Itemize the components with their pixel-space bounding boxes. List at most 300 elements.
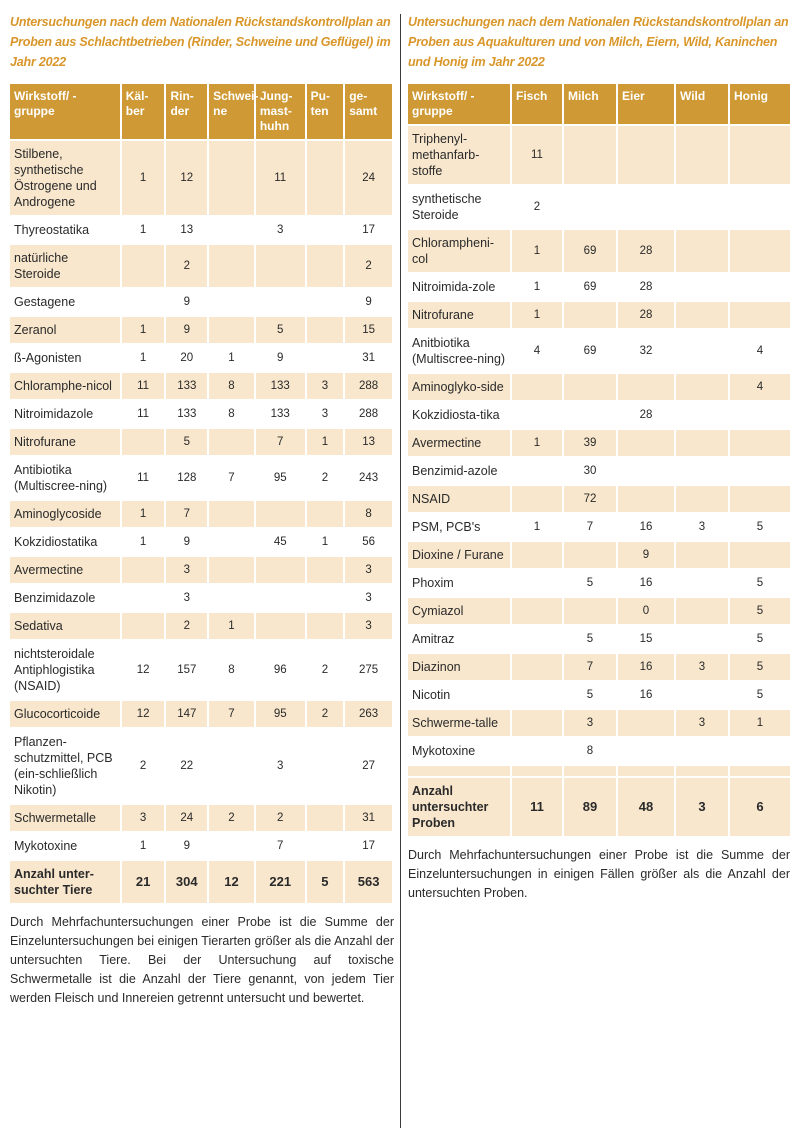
value-cell: 11 bbox=[512, 778, 562, 836]
value-cell: 13 bbox=[166, 217, 207, 243]
row-label: Stilbene, synthetische Östrogene und Androgene bbox=[10, 141, 120, 215]
table-row bbox=[408, 570, 790, 596]
table-row bbox=[408, 402, 790, 428]
left-residue-table bbox=[8, 82, 394, 905]
row-label: Mykotoxine bbox=[10, 833, 120, 859]
row-label: Chlorampheni-col bbox=[408, 230, 510, 272]
left-footnote: Durch Mehrfachuntersuchungen einer Probe ist die Summe der Einzeluntersuchungen bei einigen Tierarten größer als die Anzahl der untersuchten Tiere. Bei der Untersuchung auf toxische Schwermetalle ist die Anzahl der Tiere genannt, von jedem Tier werden Fleisch und Innereien getrennt untersucht und bewertet. bbox=[10, 915, 394, 1005]
value-cell bbox=[512, 570, 562, 596]
value-cell: 243 bbox=[345, 457, 392, 499]
value-cell bbox=[307, 345, 344, 371]
value-cell: 3 bbox=[676, 710, 728, 736]
table-row bbox=[10, 641, 392, 699]
value-cell: 13 bbox=[345, 429, 392, 455]
value-cell bbox=[512, 766, 562, 776]
value-cell: 11 bbox=[122, 457, 165, 499]
right-header-cell: Honig bbox=[730, 84, 790, 124]
value-cell: 3 bbox=[166, 585, 207, 611]
value-cell: 275 bbox=[345, 641, 392, 699]
table-row bbox=[408, 430, 790, 456]
row-label: Diazinon bbox=[408, 654, 510, 680]
right-header-cell: Wirkstoff/ -gruppe bbox=[408, 84, 510, 124]
table-row bbox=[408, 778, 790, 836]
value-cell: 4 bbox=[512, 330, 562, 372]
value-cell: 3 bbox=[345, 557, 392, 583]
value-cell bbox=[618, 710, 674, 736]
value-cell: 2 bbox=[307, 641, 344, 699]
value-cell: 8 bbox=[209, 373, 254, 399]
row-label: Sedativa bbox=[10, 613, 120, 639]
value-cell bbox=[730, 458, 790, 484]
value-cell: 304 bbox=[166, 861, 207, 903]
value-cell bbox=[564, 374, 616, 400]
row-label: natürliche Steroide bbox=[10, 245, 120, 287]
value-cell bbox=[564, 126, 616, 184]
value-cell: 9 bbox=[345, 289, 392, 315]
row-label: PSM, PCB's bbox=[408, 514, 510, 540]
row-label: Schwermetalle bbox=[10, 805, 120, 831]
value-cell bbox=[512, 542, 562, 568]
value-cell bbox=[256, 585, 305, 611]
value-cell: 7 bbox=[256, 429, 305, 455]
value-cell: 1 bbox=[512, 274, 562, 300]
value-cell bbox=[209, 217, 254, 243]
value-cell: 5 bbox=[166, 429, 207, 455]
value-cell: 133 bbox=[256, 401, 305, 427]
value-cell: 2 bbox=[307, 457, 344, 499]
value-cell bbox=[676, 274, 728, 300]
value-cell bbox=[730, 274, 790, 300]
value-cell bbox=[209, 245, 254, 287]
value-cell: 15 bbox=[618, 626, 674, 652]
table-row bbox=[10, 557, 392, 583]
value-cell bbox=[307, 141, 344, 215]
value-cell: 2 bbox=[122, 729, 165, 803]
value-cell: 69 bbox=[564, 230, 616, 272]
value-cell: 4 bbox=[730, 374, 790, 400]
value-cell bbox=[512, 458, 562, 484]
value-cell: 2 bbox=[166, 245, 207, 287]
table-row bbox=[10, 217, 392, 243]
table-row bbox=[10, 501, 392, 527]
row-label: Gestagene bbox=[10, 289, 120, 315]
value-cell bbox=[307, 729, 344, 803]
row-label: Anitbiotika (Multiscree-ning) bbox=[408, 330, 510, 372]
value-cell bbox=[730, 486, 790, 512]
value-cell: 5 bbox=[564, 570, 616, 596]
value-cell: 3 bbox=[345, 585, 392, 611]
column-divider bbox=[400, 14, 401, 1128]
left-header-cell: Schwei-ne bbox=[209, 84, 254, 139]
row-label: Anzahl unter-suchter Tiere bbox=[10, 861, 120, 903]
value-cell bbox=[122, 245, 165, 287]
value-cell: 16 bbox=[618, 654, 674, 680]
row-label: Pflanzen-schutzmittel, PCB (ein-schließlich Nikotin) bbox=[10, 729, 120, 803]
right-header-cell: Wild bbox=[676, 84, 728, 124]
value-cell: 5 bbox=[730, 626, 790, 652]
right-footnote: Durch Mehrfachuntersuchungen einer Probe ist die Summe der Einzeluntersuchungen in einigen Fällen größer als die Anzahl der untersuchten Proben. bbox=[408, 848, 790, 900]
value-cell bbox=[676, 374, 728, 400]
value-cell: 11 bbox=[122, 401, 165, 427]
left-table-header bbox=[10, 84, 392, 139]
value-cell bbox=[307, 317, 344, 343]
row-label: ß-Agonisten bbox=[10, 345, 120, 371]
value-cell bbox=[676, 766, 728, 776]
right-table-body bbox=[408, 126, 790, 836]
left-header-cell: Käl-ber bbox=[122, 84, 165, 139]
value-cell bbox=[307, 289, 344, 315]
row-label: Triphenyl-methanfarb-stoffe bbox=[408, 126, 510, 184]
value-cell: 96 bbox=[256, 641, 305, 699]
table-row bbox=[408, 230, 790, 272]
value-cell bbox=[307, 217, 344, 243]
value-cell bbox=[122, 289, 165, 315]
value-cell: 8 bbox=[345, 501, 392, 527]
value-cell bbox=[307, 805, 344, 831]
value-cell bbox=[730, 186, 790, 228]
value-cell bbox=[730, 302, 790, 328]
value-cell: 31 bbox=[345, 805, 392, 831]
left-header-cell: ge-samt bbox=[345, 84, 392, 139]
value-cell: 1 bbox=[512, 514, 562, 540]
value-cell: 31 bbox=[345, 345, 392, 371]
value-cell bbox=[209, 557, 254, 583]
row-label: NSAID bbox=[408, 486, 510, 512]
value-cell: 72 bbox=[564, 486, 616, 512]
value-cell: 1 bbox=[122, 501, 165, 527]
value-cell bbox=[512, 654, 562, 680]
value-cell: 15 bbox=[345, 317, 392, 343]
value-cell: 7 bbox=[564, 654, 616, 680]
value-cell: 45 bbox=[256, 529, 305, 555]
row-label: Benzimidazole bbox=[10, 585, 120, 611]
value-cell bbox=[512, 626, 562, 652]
value-cell: 1 bbox=[122, 529, 165, 555]
row-label: synthetische Steroide bbox=[408, 186, 510, 228]
table-row bbox=[10, 429, 392, 455]
table-row bbox=[408, 274, 790, 300]
row-label: Dioxine / Furane bbox=[408, 542, 510, 568]
table-row bbox=[408, 626, 790, 652]
value-cell: 12 bbox=[122, 701, 165, 727]
left-header-cell: Rin-der bbox=[166, 84, 207, 139]
value-cell: 147 bbox=[166, 701, 207, 727]
left-header-cell: Pu-ten bbox=[307, 84, 344, 139]
table-row bbox=[408, 766, 790, 776]
value-cell bbox=[618, 186, 674, 228]
value-cell bbox=[618, 458, 674, 484]
value-cell: 9 bbox=[256, 345, 305, 371]
value-cell: 11 bbox=[512, 126, 562, 184]
value-cell bbox=[209, 529, 254, 555]
value-cell: 5 bbox=[730, 682, 790, 708]
value-cell bbox=[209, 729, 254, 803]
value-cell bbox=[307, 833, 344, 859]
right-residue-table bbox=[406, 82, 792, 838]
table-row bbox=[10, 833, 392, 859]
value-cell: 1 bbox=[730, 710, 790, 736]
value-cell: 27 bbox=[345, 729, 392, 803]
value-cell: 1 bbox=[122, 317, 165, 343]
value-cell: 9 bbox=[166, 529, 207, 555]
value-cell: 9 bbox=[166, 317, 207, 343]
table-row bbox=[408, 374, 790, 400]
value-cell: 12 bbox=[166, 141, 207, 215]
value-cell: 89 bbox=[564, 778, 616, 836]
value-cell: 9 bbox=[618, 542, 674, 568]
value-cell: 6 bbox=[730, 778, 790, 836]
left-header-cell: Jung-mast-huhn bbox=[256, 84, 305, 139]
value-cell bbox=[256, 501, 305, 527]
table-row bbox=[10, 401, 392, 427]
value-cell: 20 bbox=[166, 345, 207, 371]
value-cell: 5 bbox=[564, 626, 616, 652]
value-cell bbox=[676, 430, 728, 456]
value-cell bbox=[512, 710, 562, 736]
value-cell bbox=[730, 738, 790, 764]
value-cell: 22 bbox=[166, 729, 207, 803]
row-label: Mykotoxine bbox=[408, 738, 510, 764]
value-cell: 5 bbox=[307, 861, 344, 903]
value-cell bbox=[564, 542, 616, 568]
value-cell: 12 bbox=[209, 861, 254, 903]
value-cell bbox=[676, 682, 728, 708]
value-cell: 28 bbox=[618, 402, 674, 428]
value-cell: 1 bbox=[122, 141, 165, 215]
value-cell: 3 bbox=[122, 805, 165, 831]
value-cell: 3 bbox=[307, 373, 344, 399]
table-row bbox=[408, 738, 790, 764]
left-table-title: Untersuchungen nach dem Nationalen Rückstandskontrollplan an Proben aus Schlachtbetrieben (Rinder, Schweine und Geflügel) im Jahr 2022 bbox=[10, 15, 391, 69]
table-row bbox=[408, 710, 790, 736]
value-cell bbox=[676, 230, 728, 272]
table-row bbox=[10, 245, 392, 287]
value-cell bbox=[307, 585, 344, 611]
value-cell bbox=[209, 289, 254, 315]
right-column bbox=[408, 10, 790, 903]
row-label: Nitrofurane bbox=[408, 302, 510, 328]
value-cell bbox=[618, 374, 674, 400]
value-cell: 2 bbox=[256, 805, 305, 831]
row-label: Aminoglyko-side bbox=[408, 374, 510, 400]
value-cell bbox=[676, 302, 728, 328]
value-cell bbox=[512, 682, 562, 708]
value-cell bbox=[512, 598, 562, 624]
value-cell: 3 bbox=[166, 557, 207, 583]
value-cell bbox=[676, 738, 728, 764]
row-label: Thyreostatika bbox=[10, 217, 120, 243]
row-label: Antibiotika (Multiscree-ning) bbox=[10, 457, 120, 499]
value-cell bbox=[307, 557, 344, 583]
table-row bbox=[408, 542, 790, 568]
value-cell: 3 bbox=[676, 778, 728, 836]
value-cell: 9 bbox=[166, 289, 207, 315]
table-row bbox=[10, 805, 392, 831]
value-cell: 56 bbox=[345, 529, 392, 555]
right-header-cell: Milch bbox=[564, 84, 616, 124]
value-cell: 263 bbox=[345, 701, 392, 727]
value-cell: 1 bbox=[307, 429, 344, 455]
value-cell bbox=[564, 402, 616, 428]
value-cell: 133 bbox=[166, 401, 207, 427]
table-row bbox=[408, 302, 790, 328]
value-cell bbox=[209, 429, 254, 455]
value-cell: 95 bbox=[256, 701, 305, 727]
table-row bbox=[10, 141, 392, 215]
value-cell: 1 bbox=[512, 230, 562, 272]
value-cell: 69 bbox=[564, 330, 616, 372]
value-cell: 0 bbox=[618, 598, 674, 624]
table-row bbox=[408, 514, 790, 540]
value-cell bbox=[256, 613, 305, 639]
value-cell: 16 bbox=[618, 570, 674, 596]
value-cell: 11 bbox=[256, 141, 305, 215]
row-label: Nitroimidazole bbox=[10, 401, 120, 427]
value-cell: 7 bbox=[564, 514, 616, 540]
value-cell: 1 bbox=[307, 529, 344, 555]
value-cell: 7 bbox=[209, 457, 254, 499]
value-cell: 69 bbox=[564, 274, 616, 300]
value-cell bbox=[676, 486, 728, 512]
value-cell: 5 bbox=[730, 654, 790, 680]
table-row bbox=[408, 186, 790, 228]
value-cell bbox=[209, 833, 254, 859]
row-label: Avermectine bbox=[408, 430, 510, 456]
value-cell: 133 bbox=[166, 373, 207, 399]
value-cell: 3 bbox=[345, 613, 392, 639]
table-row bbox=[10, 861, 392, 903]
value-cell: 7 bbox=[256, 833, 305, 859]
row-label: nichtsteroidale Antiphlogistika (NSAID) bbox=[10, 641, 120, 699]
table-row bbox=[408, 486, 790, 512]
right-header-cell: Fisch bbox=[512, 84, 562, 124]
value-cell: 9 bbox=[166, 833, 207, 859]
value-cell bbox=[730, 402, 790, 428]
row-label: Phoxim bbox=[408, 570, 510, 596]
table-row bbox=[10, 317, 392, 343]
value-cell: 4 bbox=[730, 330, 790, 372]
value-cell: 3 bbox=[564, 710, 616, 736]
table-row bbox=[10, 585, 392, 611]
value-cell: 28 bbox=[618, 302, 674, 328]
value-cell: 24 bbox=[345, 141, 392, 215]
value-cell: 3 bbox=[676, 514, 728, 540]
value-cell: 16 bbox=[618, 514, 674, 540]
value-cell: 1 bbox=[512, 430, 562, 456]
value-cell: 24 bbox=[166, 805, 207, 831]
value-cell bbox=[564, 302, 616, 328]
row-label: Kokzidiostatika bbox=[10, 529, 120, 555]
value-cell bbox=[618, 486, 674, 512]
value-cell bbox=[730, 126, 790, 184]
value-cell bbox=[676, 402, 728, 428]
value-cell bbox=[512, 402, 562, 428]
value-cell: 1 bbox=[122, 345, 165, 371]
value-cell bbox=[307, 613, 344, 639]
value-cell bbox=[564, 186, 616, 228]
table-row bbox=[408, 654, 790, 680]
value-cell: 2 bbox=[209, 805, 254, 831]
row-label: Nitrofurane bbox=[10, 429, 120, 455]
value-cell: 288 bbox=[345, 373, 392, 399]
value-cell bbox=[512, 738, 562, 764]
left-header-cell: Wirkstoff/ -gruppe bbox=[10, 84, 120, 139]
value-cell: 28 bbox=[618, 274, 674, 300]
value-cell: 32 bbox=[618, 330, 674, 372]
value-cell: 5 bbox=[730, 570, 790, 596]
value-cell bbox=[618, 430, 674, 456]
value-cell: 7 bbox=[209, 701, 254, 727]
table-row bbox=[10, 345, 392, 371]
right-header-cell: Eier bbox=[618, 84, 674, 124]
row-label: Schwerme-talle bbox=[408, 710, 510, 736]
value-cell bbox=[676, 626, 728, 652]
value-cell: 8 bbox=[209, 401, 254, 427]
table-row bbox=[408, 682, 790, 708]
value-cell bbox=[122, 585, 165, 611]
row-label bbox=[408, 766, 510, 776]
value-cell bbox=[209, 501, 254, 527]
value-cell: 17 bbox=[345, 217, 392, 243]
value-cell: 21 bbox=[122, 861, 165, 903]
value-cell bbox=[730, 766, 790, 776]
table-row bbox=[408, 598, 790, 624]
value-cell bbox=[618, 738, 674, 764]
right-table-title: Untersuchungen nach dem Nationalen Rückstandskontrollplan an Proben aus Aquakulturen und von Milch, Eiern, Wild, Kaninchen und Honig im Jahr 2022 bbox=[408, 15, 789, 69]
row-label: Aminoglycoside bbox=[10, 501, 120, 527]
row-label: Cymiazol bbox=[408, 598, 510, 624]
value-cell bbox=[209, 141, 254, 215]
table-row bbox=[10, 529, 392, 555]
value-cell: 8 bbox=[564, 738, 616, 764]
value-cell: 1 bbox=[209, 345, 254, 371]
value-cell bbox=[730, 230, 790, 272]
value-cell bbox=[618, 126, 674, 184]
value-cell: 30 bbox=[564, 458, 616, 484]
value-cell: 8 bbox=[209, 641, 254, 699]
value-cell: 28 bbox=[618, 230, 674, 272]
value-cell: 2 bbox=[512, 186, 562, 228]
value-cell: 2 bbox=[345, 245, 392, 287]
value-cell: 3 bbox=[256, 217, 305, 243]
value-cell bbox=[676, 570, 728, 596]
value-cell: 1 bbox=[512, 302, 562, 328]
value-cell: 221 bbox=[256, 861, 305, 903]
value-cell bbox=[209, 317, 254, 343]
table-row bbox=[10, 373, 392, 399]
table-row bbox=[408, 126, 790, 184]
row-label: Zeranol bbox=[10, 317, 120, 343]
value-cell bbox=[676, 330, 728, 372]
value-cell: 5 bbox=[564, 682, 616, 708]
row-label: Nicotin bbox=[408, 682, 510, 708]
value-cell: 17 bbox=[345, 833, 392, 859]
table-row bbox=[10, 457, 392, 499]
value-cell bbox=[512, 374, 562, 400]
value-cell: 48 bbox=[618, 778, 674, 836]
value-cell bbox=[256, 289, 305, 315]
value-cell: 5 bbox=[730, 598, 790, 624]
value-cell: 157 bbox=[166, 641, 207, 699]
value-cell bbox=[122, 613, 165, 639]
right-table-header bbox=[408, 84, 790, 124]
value-cell: 128 bbox=[166, 457, 207, 499]
value-cell: 7 bbox=[166, 501, 207, 527]
value-cell bbox=[730, 430, 790, 456]
row-label: Chloramphe-nicol bbox=[10, 373, 120, 399]
value-cell: 1 bbox=[122, 833, 165, 859]
value-cell bbox=[676, 186, 728, 228]
